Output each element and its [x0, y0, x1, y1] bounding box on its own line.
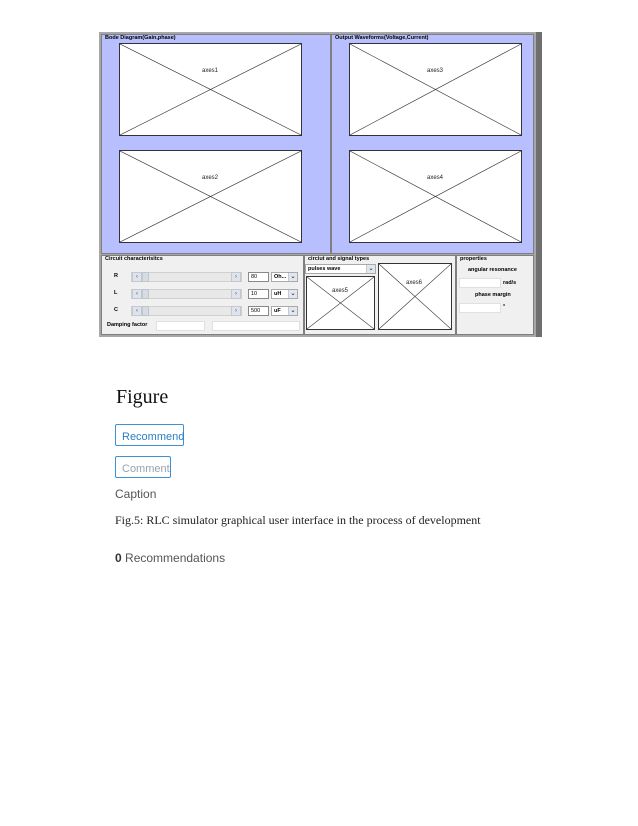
chevron-down-icon[interactable]: ⌄: [288, 307, 297, 315]
recommendations-label: Recommendations: [125, 551, 226, 565]
r-unit-select[interactable]: [271, 272, 298, 282]
figure-heading: Figure: [116, 386, 169, 408]
phase-margin-field: [459, 303, 501, 313]
damping-factor-label: Damping factor: [107, 322, 148, 328]
angular-resonance-label: angular resonance: [468, 267, 517, 273]
axes6-label: axes6: [406, 280, 423, 286]
axes4-label: axes4: [427, 175, 444, 181]
angular-resonance-field: [459, 278, 501, 288]
l-unit-select[interactable]: [271, 289, 298, 299]
l-unit-value: uH: [274, 291, 282, 297]
r-label: R: [114, 273, 118, 279]
axes5-plot: [306, 276, 375, 330]
recommend-button[interactable]: Recommend: [115, 424, 184, 446]
bode-panel: [101, 34, 331, 254]
comment-button[interactable]: Comment: [115, 456, 171, 478]
r-slider-thumb[interactable]: [142, 272, 149, 282]
axes3-label: axes3: [427, 68, 444, 74]
axes2-plot: [119, 150, 302, 243]
axes2-label: axes2: [202, 175, 219, 181]
l-slider-right-arrow-icon[interactable]: ›: [231, 289, 241, 299]
output-panel: [331, 34, 534, 254]
r-slider-left-arrow-icon[interactable]: ‹: [132, 272, 142, 282]
properties-panel: [456, 255, 534, 335]
r-slider-right-arrow-icon[interactable]: ›: [231, 272, 241, 282]
l-slider-thumb[interactable]: [142, 289, 149, 299]
circuit-panel-title: Circuit characterisitcs: [105, 256, 163, 262]
l-slider[interactable]: [131, 289, 242, 299]
axes1-label: axes1: [202, 68, 219, 74]
gui-window: [99, 32, 536, 337]
axes3-plot: [349, 43, 522, 136]
properties-panel-title: properties: [460, 256, 487, 262]
recommendations-count: [115, 551, 225, 565]
rad-unit-label: rad/s: [503, 280, 517, 286]
c-slider-left-arrow-icon[interactable]: ‹: [132, 306, 142, 316]
axes5-label: axes5: [332, 288, 349, 294]
c-slider-thumb[interactable]: [142, 306, 149, 316]
chevron-down-icon[interactable]: ⌄: [288, 290, 297, 298]
recommendations-number: 0: [115, 551, 122, 565]
c-slider[interactable]: [131, 306, 242, 316]
degree-unit-label: °: [503, 304, 506, 310]
c-label: C: [114, 307, 118, 313]
signal-type-select[interactable]: [305, 264, 376, 274]
chevron-down-icon[interactable]: ⌄: [366, 265, 375, 273]
damping-factor-field[interactable]: [156, 321, 205, 331]
signal-type-value: pulses wave: [308, 266, 341, 272]
c-unit-value: uF: [274, 308, 281, 314]
c-unit-select[interactable]: [271, 306, 298, 316]
signal-panel: [304, 255, 456, 335]
signal-panel-title: circiut and signal types: [308, 256, 370, 262]
r-slider[interactable]: [131, 272, 242, 282]
gui-screenshot: [99, 32, 542, 337]
l-label: L: [114, 290, 118, 296]
r-value-field[interactable]: 80: [248, 272, 269, 282]
axes4-plot: [349, 150, 522, 243]
l-slider-left-arrow-icon[interactable]: ‹: [132, 289, 142, 299]
damping-factor-output: [212, 321, 300, 331]
r-unit-value: Oh...: [274, 274, 287, 280]
l-value-field[interactable]: 10: [248, 289, 269, 299]
caption-label: Caption: [115, 487, 157, 501]
phase-margin-label: phase margin: [475, 292, 511, 298]
circuit-panel: [101, 255, 304, 335]
caption-text: Fig.5: RLC simulator graphical user interface in the process of development: [115, 513, 481, 527]
bode-panel-title: Bode Diagram(Gain,phase): [105, 35, 176, 41]
output-panel-title: Output Waveforms(Voltage,Current): [335, 35, 429, 41]
c-slider-right-arrow-icon[interactable]: ›: [231, 306, 241, 316]
axes6-plot: [378, 263, 452, 330]
axes1-plot: [119, 43, 302, 136]
chevron-down-icon[interactable]: ⌄: [288, 273, 297, 281]
c-value-field[interactable]: 500: [248, 306, 269, 316]
